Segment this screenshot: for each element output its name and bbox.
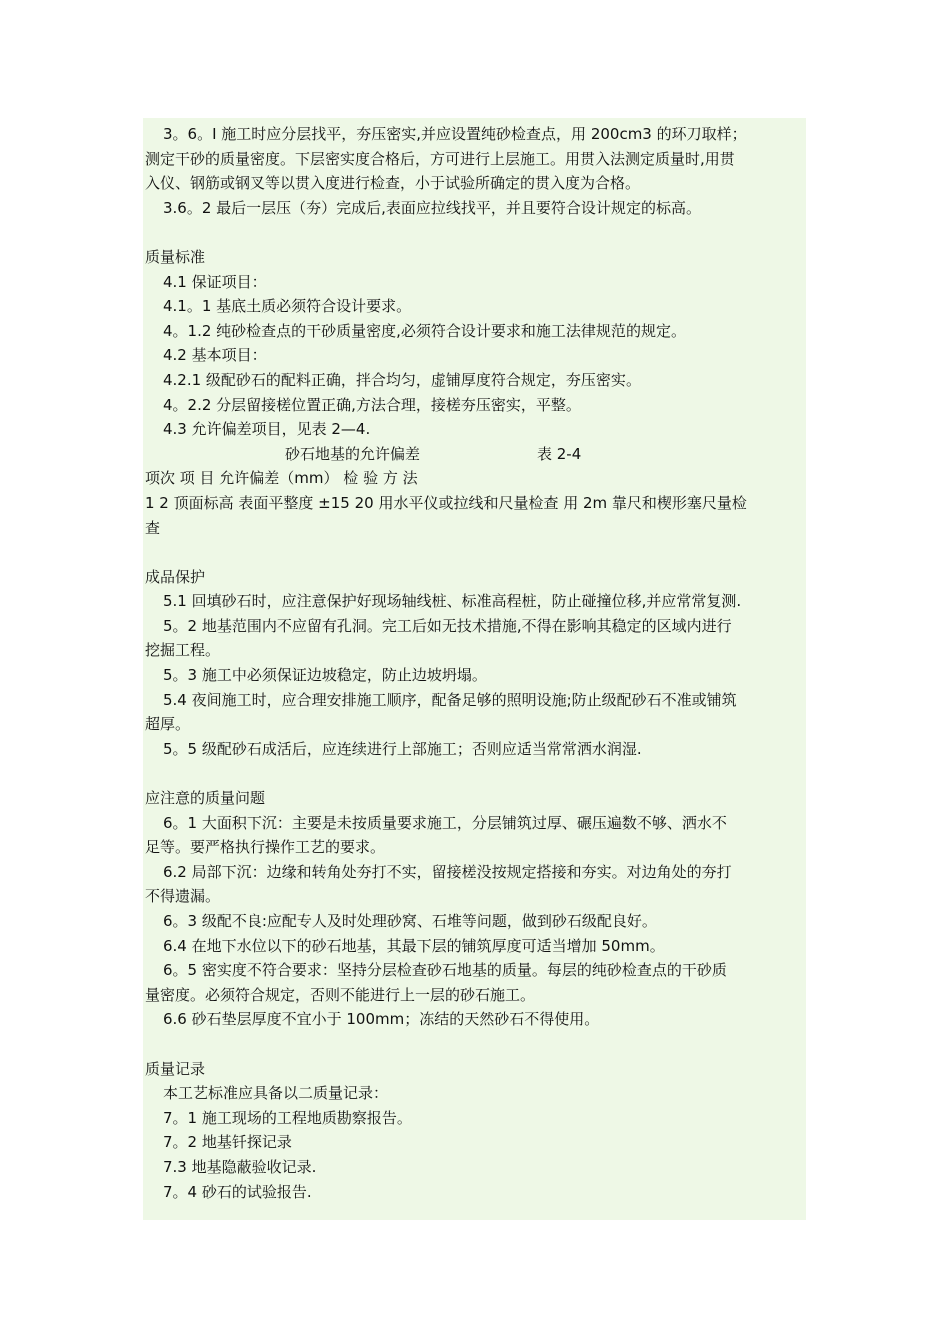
section-heading: 质量标准 (145, 247, 206, 266)
text-line: 6.2 局部下沉：边缘和转角处夯打不实，留接槎没按规定搭接和夯实。对边角处的夯打 (163, 862, 732, 881)
text-line: 4。1.2 纯砂检查点的干砂质量密度,必须符合设计要求和施工法律规范的规定。 (163, 321, 686, 340)
text-line: 5。2 地基范围内不应留有孔洞。完工后如无技术措施,不得在影响其稳定的区域内进行 (163, 616, 732, 635)
table-row: 1 2 顶面标高 表面平整度 ±15 20 用水平仪或拉线和尺量检查 用 2m 靠尺和楔形塞尺量检 (145, 493, 747, 512)
table-row-cont: 查 (145, 518, 161, 537)
text-line: 不得遗漏。 (145, 887, 221, 906)
text-line: 6。3 级配不良:应配专人及时处理砂窝、石堆等问题，做到砂石级配良好。 (163, 912, 657, 930)
text-line: 4.1 保证项目： (163, 272, 267, 291)
text-line: 7。4 砂石的试验报告. (163, 1182, 312, 1201)
table-title-row (145, 442, 805, 467)
text-line: 5。3 施工中必须保证边坡稳定，防止边坡坍塌。 (163, 666, 487, 685)
table-number: 表 2-4 (537, 444, 582, 463)
text-line: 本工艺标准应具备以二质量记录： (163, 1084, 389, 1103)
table-title: 砂石地基的允许偏差 (285, 444, 421, 463)
section-heading: 质量记录 (145, 1059, 206, 1078)
text-line: 3。6。I 施工时应分层找平，夯压密实,并应设置纯砂检查点，用 200cm3 的环刀取样； (163, 125, 747, 143)
text-line: 量密度。必须符合规定，否则不能进行上一层的砂石施工。 (145, 985, 536, 1004)
text-line: 6.6 砂石垫层厚度不宜小于 100mm；冻结的天然砂石不得使用。 (163, 1010, 600, 1029)
text-line: 4.2 基本项目： (163, 346, 267, 365)
table-header: 项次 项 目 允许偏差（mm） 检 验 方 法 (145, 469, 418, 488)
text-line: 7.3 地基隐蔽验收记录. (163, 1157, 317, 1176)
text-line: 6。5 密实度不符合要求：坚持分层检查砂石地基的质量。每层的纯砂检查点的干砂质 (163, 961, 727, 980)
text-line: 4.1。1 基底土质必须符合设计要求。 (163, 297, 412, 316)
text-line: 6.4 在地下水位以下的砂石地基，其最下层的铺筑厚度可适当增加 50mm。 (163, 936, 665, 955)
text-line: 5.1 回填砂石时，应注意保护好现场轴线桩、标准高程桩，防止碰撞位移,并应常常复测. (163, 592, 742, 611)
section-heading: 应注意的质量问题 (145, 789, 266, 808)
text-line: 4.2.1 级配砂石的配料正确，拌合均匀，虚铺厚度符合规定，夯压密实。 (163, 370, 641, 389)
text-line: 5。5 级配砂石成活后，应连续进行上部施工；否则应适当常常洒水润湿. (163, 739, 642, 758)
text-line: 4.3 允许偏差项目，见表 2—4. (163, 420, 371, 439)
text-line: 5.4 夜间施工时，应合理安排施工顺序，配备足够的照明设施;防止级配砂石不准或铺筑 (163, 690, 737, 709)
text-line: 足等。要严格执行操作工艺的要求。 (145, 838, 386, 857)
section-heading: 成品保护 (145, 567, 206, 586)
text-line: 3.6。2 最后一层压（夯）完成后,表面应拉线找平，并且要符合设计规定的标高。 (163, 198, 701, 217)
text-line: 超厚。 (145, 715, 191, 734)
text-line: 测定干砂的质量密度。下层密实度合格后，方可进行上层施工。用贯入法测定质量时,用贯 (145, 149, 735, 168)
text-line: 挖掘工程。 (145, 641, 221, 660)
text-line: 7。1 施工现场的工程地质勘察报告。 (163, 1108, 412, 1127)
document-content (145, 122, 805, 1204)
text-line: 6。1 大面积下沉：主要是未按质量要求施工，分层铺筑过厚、碾压遍数不够、洒水不 (163, 813, 727, 832)
text-line: 4。2.2 分层留接槎位置正确,方法合理，接槎夯压密实，平整。 (163, 395, 581, 414)
text-line: 7。2 地基钎探记录 (163, 1133, 292, 1152)
text-line: 入仪、钢筋或钢叉等以贯入度进行检查，小于试验所确定的贯入度为合格。 (145, 174, 641, 193)
